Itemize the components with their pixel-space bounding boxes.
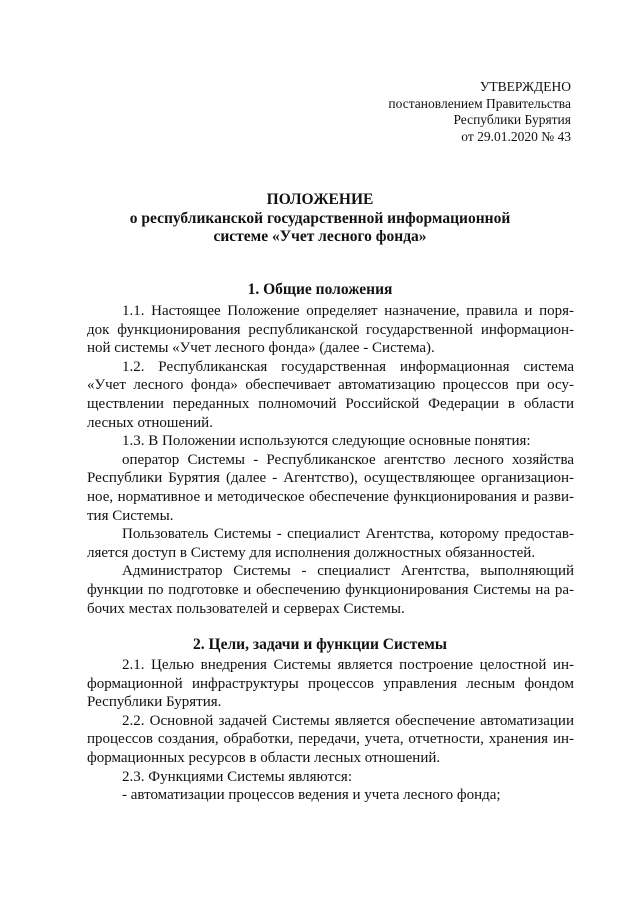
text-line: 1.3. В Положении используются следующие основные понятия: [122, 433, 531, 450]
text-line: ляется доступ в Систему для исполнения должностных обязанностей. [87, 544, 536, 561]
text-line: «Учет лесного фонда» обеспечивает автоматизацию процессов при осу- [87, 377, 574, 394]
text-line: - автоматизации процессов ведения и учета лесного фонда; [122, 787, 501, 804]
document-title [0, 191, 640, 247]
text-line: Пользователь Системы - специалист Агентства, которому предостав- [122, 526, 574, 543]
text-line: 1.2. Республиканская государственная информационная система [122, 358, 574, 375]
text-line: функции по подготовке и обеспечению функционирования Системы на ра- [87, 581, 574, 598]
text-line: Администратор Системы - специалист Агентства, выполняющий [122, 563, 574, 580]
text-line: 1.1. Настоящее Положение определяет назначение, правила и поря- [122, 303, 574, 319]
text-line: ной системы «Учет лесного фонда» (далее - Система). [87, 340, 435, 357]
text-line: тия Системы. [87, 507, 174, 524]
text-line: бочих местах пользователей и серверах Системы. [87, 600, 405, 617]
text-line: лесных отношений. [87, 414, 213, 431]
text-line: ществлении переданных полномочий Российской Федерации в области [87, 395, 574, 412]
title-line-1: ПОЛОЖЕНИЕ [266, 191, 374, 208]
approval-date-number: от 29.01.2020 № 43 [461, 128, 571, 144]
text-line: процессов создания, обработки, передачи, учета, отчетности, хранения ин- [87, 731, 574, 748]
text-line: Республики Бурятия (далее - Агентство), осуществляющее организацион- [87, 470, 574, 487]
section-2-body [87, 656, 574, 805]
title-line-2: о республиканской государственной информационной [129, 209, 511, 227]
section-1-heading: 1. Общие положения [247, 281, 393, 298]
text-line: формационной инфраструктуры процессов управления лесным фондом [87, 675, 574, 692]
text-line: 2.2. Основной задачей Системы является обеспечение автоматизации [122, 712, 574, 729]
approval-title: УТВЕРЖДЕНО [479, 79, 571, 94]
section-1-body [87, 302, 574, 618]
section-2-heading: 2. Цели, задачи и функции Системы [193, 636, 447, 653]
approval-region: Республики Бурятия [453, 112, 571, 127]
title-line-3: системе «Учет лесного фонда» [213, 228, 427, 245]
text-line: формационных ресурсов в области лесных отношений. [87, 749, 441, 766]
approval-authority: постановлением Правительства [388, 95, 571, 111]
text-line: ное, нормативное и методическое обеспечение функционирования и разви- [87, 488, 574, 505]
text-line: 2.1. Целью внедрения Системы является построение целостной ин- [122, 657, 574, 673]
approval-stamp [341, 79, 571, 145]
text-line: 2.3. Функциями Системы являются: [122, 768, 353, 785]
text-line: оператор Системы - Республиканское агентство лесного хозяйства [122, 451, 574, 468]
text-line: Республики Бурятия. [87, 694, 222, 711]
text-line: док функционирования республиканской государственной информацион- [87, 321, 574, 338]
